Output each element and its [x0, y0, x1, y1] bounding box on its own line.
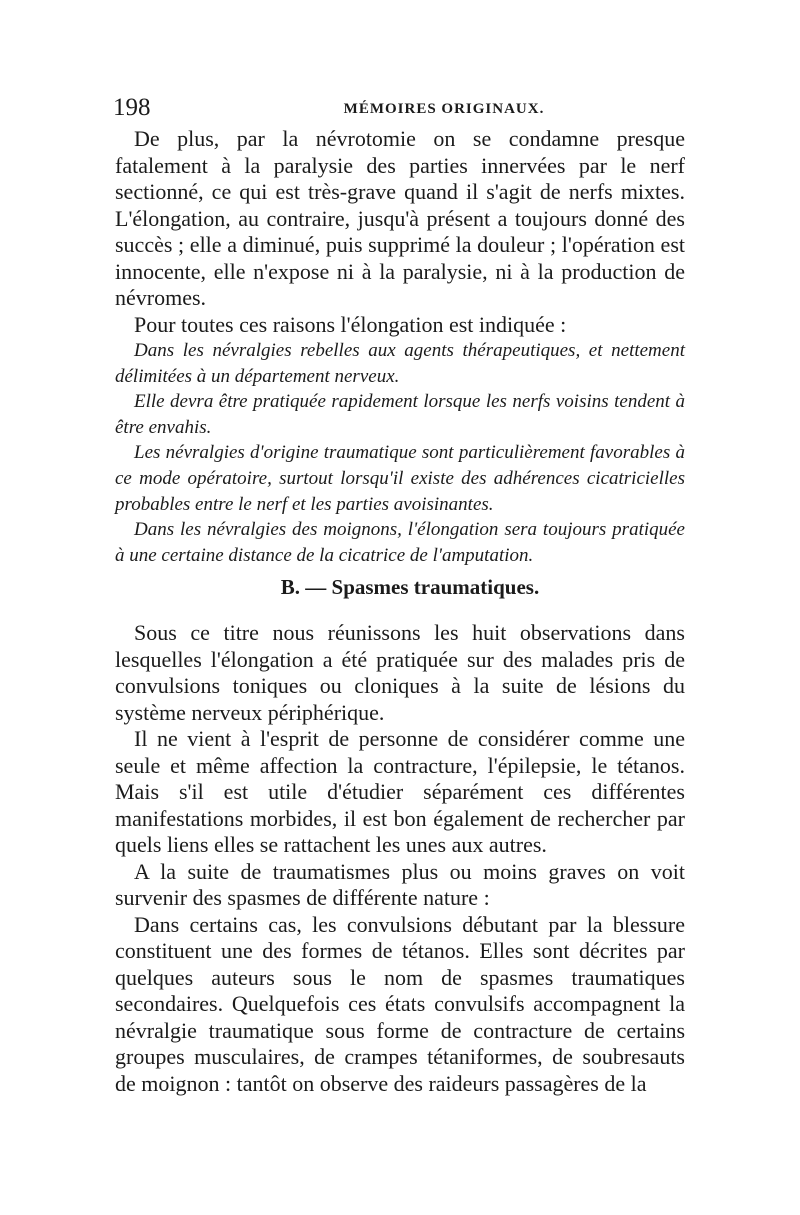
indication-neighboring-nerves: Elle devra être pratiquée rapidement lorsque les nerfs voisins tendent à être envahis. [115, 391, 685, 438]
paragraph-affections: Il ne vient à l'esprit de personne de considérer comme une seule et même affection la contracture, l'épilepsie, le tétanos. Mais s'il est utile d'étudier séparément ces différentes manifestations morbides, il est bon également de rechercher par quels liens elles se rattachent les unes aux autres. [115, 726, 685, 858]
indication-rebel-neuralgias: Dans les névralgies rebelles aux agents thérapeutiques, et nettement délimitées à un département nerveux. [115, 340, 685, 387]
running-title: MÉMOIRES ORIGINAUX. [343, 101, 545, 117]
paragraph-indications-intro: Pour toutes ces raisons l'élongation est indiquée : [134, 311, 567, 337]
paragraph-observations-intro: Sous ce titre nous réunissons les huit observations dans lesquelles l'élongation a été pratiquée sur des malades pris de convulsions toniques ou cloniques à la suite de lésions du système nerveux périphérique. [115, 620, 685, 725]
paragraph-spasm-types: A la suite de traumatismes plus ou moins graves on voit survenir des spasmes de différente nature : [115, 858, 685, 911]
section-title: B. — Spasmes traumatiques. [280, 575, 540, 600]
indication-stump-neuralgias: Dans les névralgies des moignons, l'élongation sera toujours pratiquée à une certaine distance de la cicatrice de l'amputation. [115, 519, 685, 566]
page-number: 198 [113, 94, 151, 121]
indication-traumatic-origin: Les névralgies d'origine traumatique sont particulièrement favorables à ce mode opératoire, surtout lorsqu'il existe des adhérences cicatricielles probables entre le nerf et les parties avoisinantes. [115, 442, 685, 515]
document-body [115, 126, 685, 1097]
paragraph-convulsions: Dans certains cas, les convulsions débutant par la blessure constituent une des formes de tétanos. Elles sont décrites par quelques auteurs sous le nom de spasmes traumatiques secondaires. Quelquefois ces états convulsifs accompagnent la névralgie traumatique sous forme de contracture de certains groupes musculaires, de crampes tétaniformes, de soubresauts de moignon : tantôt on observe des raideurs passagères de la [115, 911, 685, 1096]
paragraph-neurotomy-comparison: De plus, par la névrotomie on se condamne presque fatalement à la paralysie des parties innervées par le nerf sectionné, ce qui est très-grave quand il s'agit de nerfs mixtes. L'élongation, au contraire, jusqu'à présent a toujours donné des succès ; elle a diminué, puis supprimé la douleur ; l'opération est innocente, elle n'expose ni à la paralysie, ni à la production de névromes. [115, 126, 685, 310]
page-header [113, 93, 685, 123]
